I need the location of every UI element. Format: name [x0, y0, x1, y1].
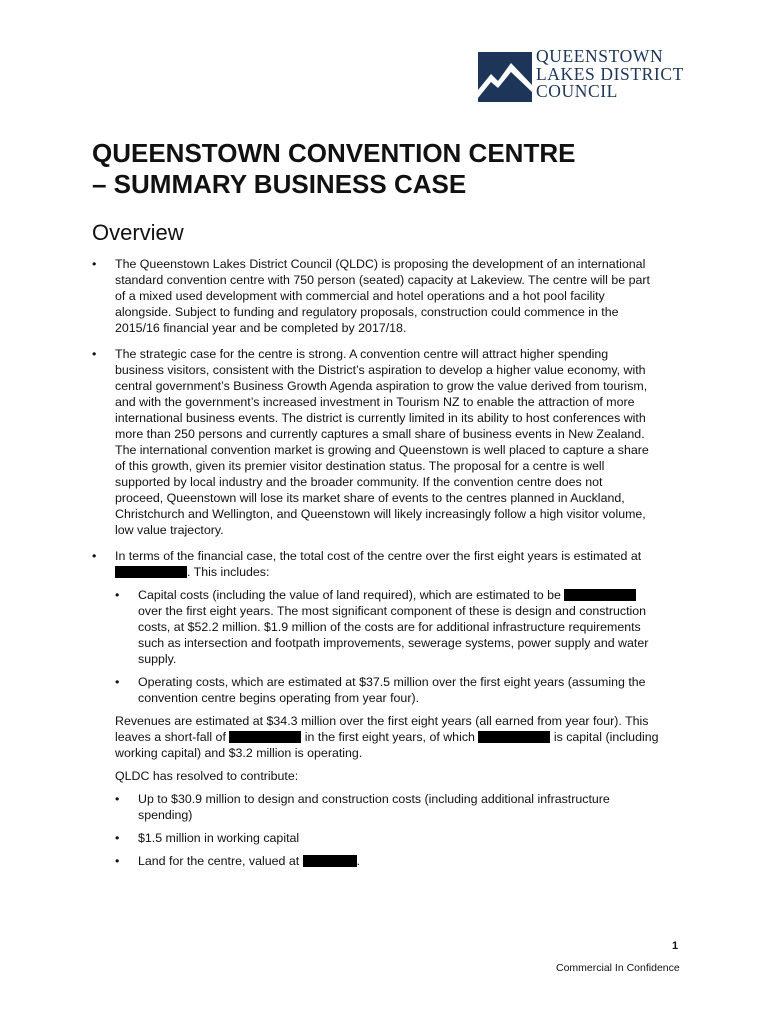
footer-confidentiality: Commercial In Confidence — [556, 962, 680, 974]
redacted-amount — [115, 566, 187, 578]
text-line: and with the government’s increased investment in Tourism NZ to enable the attraction of more — [115, 395, 635, 409]
text-line: alongside. Subject to funding and regulatory proposals, construction could commence in the — [115, 305, 619, 319]
text-fragment: Capital costs (including the value of land required), which are estimated to be — [138, 588, 561, 602]
paragraph-financial-case — [115, 548, 682, 580]
text-line: international business events. The district is currently limited in its ability to host conferences with — [115, 411, 646, 425]
list-item — [115, 791, 682, 823]
text-line: of a mixed used development with commercial and hotel operations and a hot pool facility — [115, 289, 605, 303]
text-line: supply. — [138, 652, 177, 666]
bullet-icon: • — [115, 792, 120, 806]
text-line: Operating costs, which are estimated at $37.5 million over the first eight years (assuming the — [138, 675, 646, 689]
text-line: low value trajectory. — [115, 523, 224, 537]
text-line: In terms of the financial case, the total cost of the centre over the first eight years is estimated at — [115, 549, 642, 563]
bullet-icon: • — [92, 347, 97, 361]
redacted-amount — [303, 855, 357, 867]
mountain-logo-icon — [478, 52, 532, 102]
text-line: Revenues are estimated at $34.3 million over the first eight years (all earned from year four). This — [115, 714, 649, 728]
paragraph-capital-costs — [138, 587, 682, 667]
logo-wordmark — [536, 48, 684, 101]
paragraph-contribution-design — [138, 791, 682, 823]
bullet-icon: • — [115, 675, 120, 689]
text-line: standard convention centre with 750 person (seated) capacity at Lakeview. The centre will be part — [115, 273, 650, 287]
text-line: convention centre begins operating from year four). — [138, 691, 420, 705]
text-line: supported by local industry and the broader community. If the convention centre does not — [115, 475, 603, 489]
text-line: The strategic case for the centre is strong. A convention centre will attract higher spending — [115, 347, 609, 361]
redacted-amount — [229, 731, 301, 743]
logo-line-1: QUEENSTOWN — [536, 46, 664, 66]
text-line: The Queenstown Lakes District Council (QLDC) is proposing the development of an international — [115, 257, 646, 271]
logo-line-3: COUNCIL — [536, 81, 618, 101]
text-line: Christchurch and Wellington, and Queenstown will likely increasingly follow a high visitor volume, — [115, 507, 646, 521]
text-line: such as intersection and footpath improvements, sewerage systems, power supply and water — [138, 636, 649, 650]
text-fragment: . — [356, 854, 361, 868]
text-line — [138, 587, 682, 603]
list-item — [115, 853, 682, 869]
paragraph-contribution-working-capital: $1.5 million in working capital — [138, 831, 300, 845]
text-fragment: . This includes: — [187, 565, 270, 579]
page-number: 1 — [672, 940, 679, 952]
document-body — [92, 256, 682, 869]
text-line: of this growth, given its premier visitor destination status. The proposal for a centre is well — [115, 459, 605, 473]
list-item — [92, 256, 682, 336]
text-line: costs, at $52.2 million. $1.9 million of the costs are for additional infrastructure requirements — [138, 620, 641, 634]
text-line: working capital) and $3.2 million is operating. — [115, 746, 363, 760]
bullet-icon: • — [92, 549, 97, 563]
text-line: 2015/16 financial year and be completed by 2017/18. — [115, 321, 407, 335]
bullet-icon: • — [115, 854, 120, 868]
bullet-icon: • — [92, 257, 97, 271]
paragraph-resolved: QLDC has resolved to contribute: — [115, 769, 299, 783]
text-line: spending) — [138, 808, 193, 822]
text-fragment: is capital (including — [553, 730, 659, 744]
section-heading: Overview — [92, 220, 184, 245]
text-line: Up to $30.9 million to design and construction costs (including additional infrastructure — [138, 792, 610, 806]
text-line: The international convention market is growing and Queenstown is well placed to capture a share — [115, 443, 649, 457]
text-line: over the first eight years. The most significant component of these is design and construction — [138, 604, 647, 618]
document-title — [92, 138, 692, 200]
text-line: business visitors, consistent with the District’s aspiration to develop a higher value economy, with — [115, 363, 646, 377]
redacted-amount — [564, 589, 636, 601]
paragraph-revenues — [115, 713, 682, 761]
text-fragment: Land for the centre, valued at — [138, 854, 300, 868]
paragraph-proposal — [115, 256, 682, 336]
text-line: more than 250 persons and currently captures a small share of business events in New Zealand. — [115, 427, 645, 441]
list-item — [92, 346, 682, 538]
list-item — [115, 587, 682, 667]
logo-line-2: LAKES DISTRICT — [536, 63, 684, 84]
council-logo — [478, 48, 693, 104]
paragraph-operating-costs — [138, 674, 682, 706]
text-fragment: in the first eight years, of which — [304, 730, 475, 744]
paragraph-contribution-land — [138, 853, 682, 869]
list-item — [115, 830, 682, 846]
paragraph-strategic-case — [115, 346, 682, 538]
list-item — [92, 548, 682, 869]
text-line: proceed, Queenstown will lose its market share of events to the centres planned in Auckland, — [115, 491, 625, 505]
text-fragment: leaves a short-fall of — [115, 730, 226, 744]
redacted-amount — [478, 731, 550, 743]
title-line-2: – SUMMARY BUSINESS CASE — [92, 169, 467, 199]
list-item — [115, 674, 682, 706]
text-line — [115, 564, 682, 580]
bullet-icon: • — [115, 831, 120, 845]
text-line — [115, 729, 682, 745]
title-line-1: QUEENSTOWN CONVENTION CENTRE — [92, 138, 576, 168]
text-line: central government’s Business Growth Agenda aspiration to grow the value derived from tourism, — [115, 379, 648, 393]
bullet-icon: • — [115, 588, 120, 602]
